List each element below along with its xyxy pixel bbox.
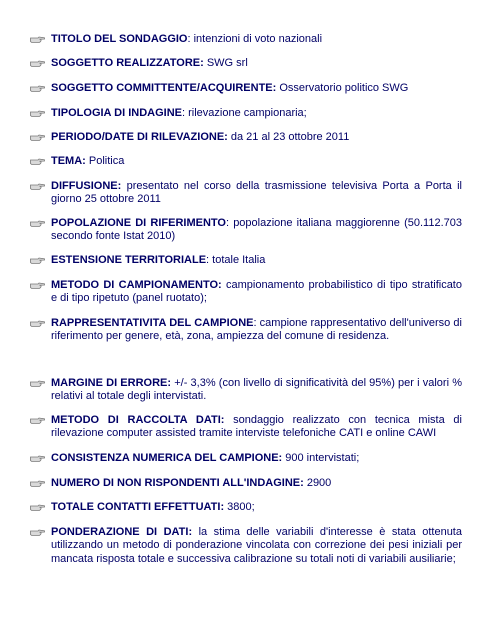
item-label: SOGGETTO REALIZZATORE: bbox=[51, 57, 204, 69]
list-item-tema bbox=[30, 155, 462, 168]
item-value: la stima delle variabili d'interesse è stata ottenuta utilizzando un metodo di ponderazione vincolata con correzione dei pesi iniziali per mancata risposta totale e successiva calibrazione su totali noti di variabili ausiliarie; bbox=[51, 526, 462, 565]
pointing-hand-icon bbox=[30, 280, 45, 291]
item-value: : intenzioni di voto nazionali bbox=[187, 33, 323, 45]
pointing-hand-icon bbox=[30, 218, 45, 229]
item-value: sondaggio realizzato con tecnica mista di rilevazione computer assisted tramite interviste telefoniche CATI e online CAWI bbox=[51, 414, 462, 440]
pointing-hand-icon bbox=[30, 527, 45, 538]
item-label: NUMERO DI NON RISPONDENTI ALL'INDAGINE: bbox=[51, 477, 304, 489]
item-label: METODO DI RACCOLTA DATI: bbox=[51, 414, 225, 426]
item-value: SWG srl bbox=[203, 57, 248, 69]
item-label: TIPOLOGIA DI INDAGINE bbox=[51, 107, 182, 119]
list-item-ponderazione bbox=[30, 526, 462, 566]
item-label: ESTENSIONE TERRITORIALE bbox=[51, 254, 207, 266]
item-label: TITOLO DEL SONDAGGIO bbox=[51, 33, 188, 45]
list-item-diffusione bbox=[30, 180, 462, 207]
list-item-committente bbox=[30, 82, 462, 95]
list-item-consistenza bbox=[30, 452, 462, 465]
list-item-campionamento bbox=[30, 279, 462, 306]
item-label: TEMA: bbox=[51, 155, 86, 167]
pointing-hand-icon bbox=[30, 318, 45, 329]
pointing-hand-icon bbox=[30, 83, 45, 94]
item-value: da 21 al 23 ottobre 2011 bbox=[227, 131, 350, 143]
list-item-raccolta-dati bbox=[30, 414, 462, 441]
list-item-popolazione bbox=[30, 217, 462, 244]
item-value: +/- 3,3% (con livello di significatività del 95%) per i valori % relativi al totale degli intervistati. bbox=[51, 377, 462, 403]
pointing-hand-icon bbox=[30, 156, 45, 167]
item-value: : totale Italia bbox=[206, 254, 266, 266]
list-item-realizzatore bbox=[30, 57, 462, 70]
list-item-periodo bbox=[30, 131, 462, 144]
item-value: Osservatorio politico SWG bbox=[276, 82, 409, 94]
item-value: 3800; bbox=[224, 501, 255, 513]
pointing-hand-icon bbox=[30, 415, 45, 426]
item-label: POPOLAZIONE DI RIFERIMENTO bbox=[51, 217, 226, 229]
pointing-hand-icon bbox=[30, 181, 45, 192]
list-item-rappresentativita bbox=[30, 317, 462, 344]
pointing-hand-icon bbox=[30, 255, 45, 266]
pointing-hand-icon bbox=[30, 502, 45, 513]
pointing-hand-icon bbox=[30, 34, 45, 45]
item-label: METODO DI CAMPIONAMENTO: bbox=[51, 279, 222, 291]
item-value: Politica bbox=[85, 155, 125, 167]
item-value: presentato nel corso della trasmissione televisiva Porta a Porta il giorno 25 ottobre 2011 bbox=[51, 180, 462, 206]
item-label: TOTALE CONTATTI EFFETTUATI: bbox=[51, 501, 225, 513]
item-label: SOGGETTO COMMITTENTE/ACQUIRENTE: bbox=[51, 82, 277, 94]
pointing-hand-icon bbox=[30, 453, 45, 464]
list-item-totale-contatti bbox=[30, 501, 462, 514]
item-label: MARGINE DI ERRORE: bbox=[51, 377, 172, 389]
item-value: 900 intervistati; bbox=[282, 452, 360, 464]
item-label: PERIODO/DATE DI RILEVAZIONE: bbox=[51, 131, 228, 143]
item-value: : campione rappresentativo dell'universo di riferimento per genere, età, zona, ampiezza del comune di residenza. bbox=[51, 317, 462, 343]
pointing-hand-icon bbox=[30, 478, 45, 489]
list-item-estensione bbox=[30, 254, 462, 267]
item-value: campionamento probabilistico di tipo stratificato e di tipo ripetuto (panel ruotato); bbox=[51, 279, 462, 305]
pointing-hand-icon bbox=[30, 108, 45, 119]
list-item-tipologia bbox=[30, 107, 462, 120]
list-item-titolo bbox=[30, 33, 462, 46]
list-item-margine-errore bbox=[30, 377, 462, 404]
pointing-hand-icon bbox=[30, 58, 45, 69]
item-label: CONSISTENZA NUMERICA DEL CAMPIONE: bbox=[51, 452, 283, 464]
item-value: : popolazione italiana maggiorenne (50.112.703 secondo fonte Istat 2010) bbox=[51, 217, 462, 243]
item-label: PONDERAZIONE DI DATI: bbox=[51, 526, 193, 538]
item-value: : rilevazione campionaria; bbox=[182, 107, 307, 119]
pointing-hand-icon bbox=[30, 132, 45, 143]
item-label: DIFFUSIONE: bbox=[51, 180, 122, 192]
pointing-hand-icon bbox=[30, 378, 45, 389]
item-label: RAPPRESENTATIVITA DEL CAMPIONE bbox=[51, 317, 254, 329]
list-item-non-rispondenti bbox=[30, 477, 462, 490]
item-value: 2900 bbox=[303, 477, 332, 489]
